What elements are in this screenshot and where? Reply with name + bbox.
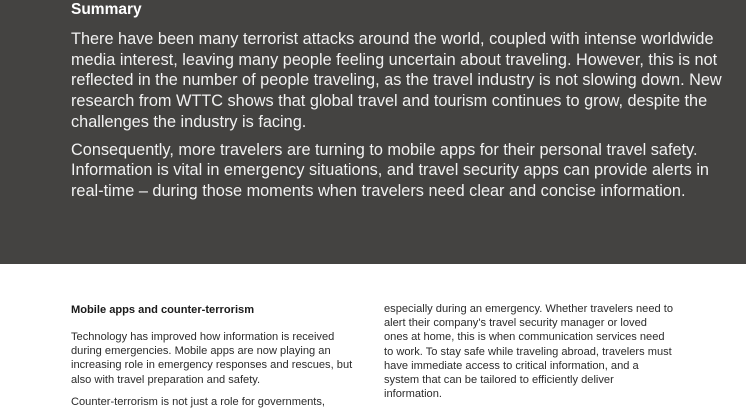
summary-title: Summary: [71, 1, 142, 18]
summary-paragraph: Consequently, more travelers are turning to mobile apps for their personal travel safety. Information is vital in emergency situations, and travel security apps can provide alerts in real-time – during those moments when travelers need clear and concise information.: [71, 140, 709, 200]
article-paragraph: Counter-terrorism is not just a role for governments,: [71, 395, 326, 408]
summary-paragraph: There have been many terrorist attacks around the world, coupled with intense worldwide media interest, leaving many people feeling uncertain about traveling. However, this is not reflected in the number of people traveling, as the travel industry is not slowing down. New research from WTTC shows that global travel and tourism continues to grow, despite the challenges the industry is facing.: [71, 30, 722, 131]
article-left-column: [71, 303, 361, 417]
article-right-column: [384, 302, 674, 409]
article-heading: Mobile apps and counter-terrorism: [71, 304, 255, 316]
summary-body: [71, 29, 731, 209]
article-paragraph: especially during an emergency. Whether travelers need to alert their company's travel security manager or loved ones at home, this is when communication services need to work. To stay safe while traveling abroad, travelers must have immediate access to critical information, and a system that can be tailored to efficiently deliver information.: [384, 303, 674, 401]
article-paragraph: Technology has improved how information is received during emergencies. Mobile apps are now playing an increasing role in emergency responses and rescues, but also with travel preparation and safety.: [71, 331, 353, 386]
